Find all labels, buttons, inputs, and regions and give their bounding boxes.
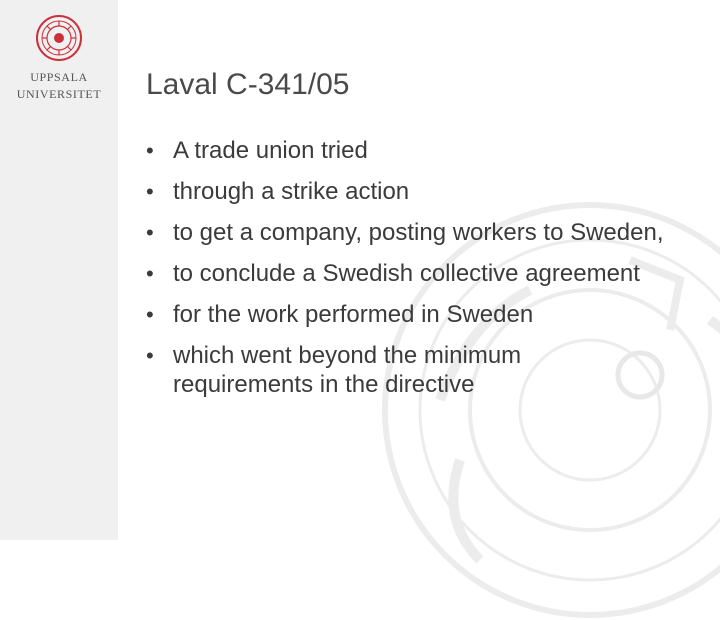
bullet-item xyxy=(146,259,666,288)
logo-text-uppsala: UPPSALA xyxy=(30,70,88,84)
bullet-item xyxy=(146,177,666,206)
bullet-text: A trade union tried xyxy=(173,137,368,164)
bullet-marker: • xyxy=(146,138,154,163)
bullet-marker: • xyxy=(146,261,154,286)
sidebar xyxy=(0,0,118,540)
bullet-text: through a strike action xyxy=(173,178,410,205)
bullet-marker: • xyxy=(146,220,154,245)
logo-text-universitet: UNIVERSITET xyxy=(16,87,102,101)
bullet-marker: • xyxy=(146,302,154,327)
bullet-item xyxy=(146,136,666,165)
bullet-text: which went beyond the minimum requirements in the directive xyxy=(173,342,522,398)
bullet-marker: • xyxy=(146,179,154,204)
university-logo xyxy=(0,14,118,104)
bullet-text: to get a company, posting workers to Sweden, xyxy=(173,219,664,246)
bullet-text: for the work performed in Sweden xyxy=(173,301,534,328)
bullet-text: to conclude a Swedish collective agreement xyxy=(173,260,640,287)
university-seal-icon xyxy=(35,14,83,62)
slide-title: Laval C-341/05 xyxy=(146,68,350,101)
bullet-item xyxy=(146,300,666,329)
bullet-marker: • xyxy=(146,343,154,368)
bullet-item xyxy=(146,218,666,247)
bullet-item xyxy=(146,341,666,399)
bullet-list xyxy=(146,136,666,411)
